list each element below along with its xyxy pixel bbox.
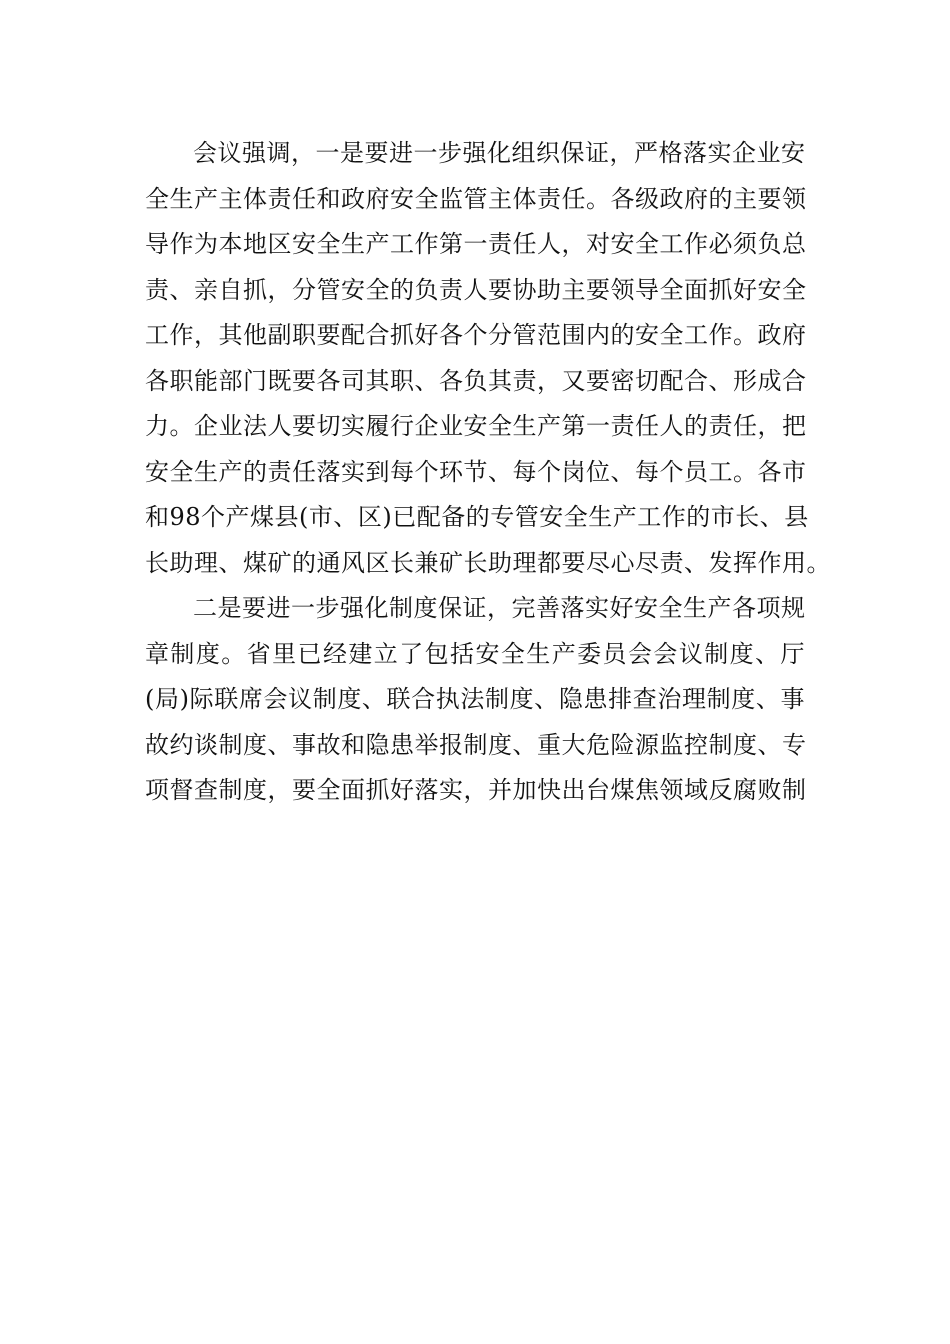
paragraph-1-line-8: 安全生产的责任落实到每个环节、每个岗位、每个员工。各市 xyxy=(145,457,807,486)
paragraph-1-line-7: 力。企业法人要切实履行企业安全生产第一责任人的责任，把 xyxy=(145,412,807,440)
paragraph-1-line-6: 各职能部门既要各司其职、各负其责，又要密切配合、形成合 xyxy=(145,366,807,395)
paragraph-1-line-9: 和98个产煤县(市、区)已配备的专管安全生产工作的市长、县 xyxy=(145,503,809,531)
paragraph-2-line-4: 故约谈制度、事故和隐患举报制度、重大危险源监控制度、专 xyxy=(145,730,807,759)
paragraph-1-line-3: 导作为本地区安全生产工作第一责任人，对安全工作必须负总 xyxy=(145,230,807,258)
paragraph-2-line-2: 章制度。省里已经建立了包括安全生产委员会会议制度、厅 xyxy=(145,639,805,668)
paragraph-2-line-3: (局)际联席会议制度、联合执法制度、隐患排查治理制度、事 xyxy=(145,685,805,713)
paragraph-2-line-1: 二是要进一步强化制度保证，完善落实好安全生产各项规 xyxy=(193,594,806,622)
paragraph-1-line-10: 长助理、煤矿的通风区长兼矿长助理都要尽心尽责、发挥作用。 xyxy=(145,548,831,577)
paragraph-1-line-1: 会议强调，一是要进一步强化组织保证，严格落实企业安 xyxy=(193,139,806,167)
document-body xyxy=(145,131,831,814)
paragraph-1-line-5: 工作，其他副职要配合抓好各个分管范围内的安全工作。政府 xyxy=(145,321,807,349)
paragraph-2-line-5: 项督查制度，要全面抓好落实，并加快出台煤焦领域反腐败制 xyxy=(145,776,807,804)
paragraph-1-line-2: 全生产主体责任和政府安全监管主体责任。各级政府的主要领 xyxy=(145,184,807,213)
paragraph-1-line-4: 责、亲自抓，分管安全的负责人要协助主要领导全面抓好安全 xyxy=(145,275,807,304)
